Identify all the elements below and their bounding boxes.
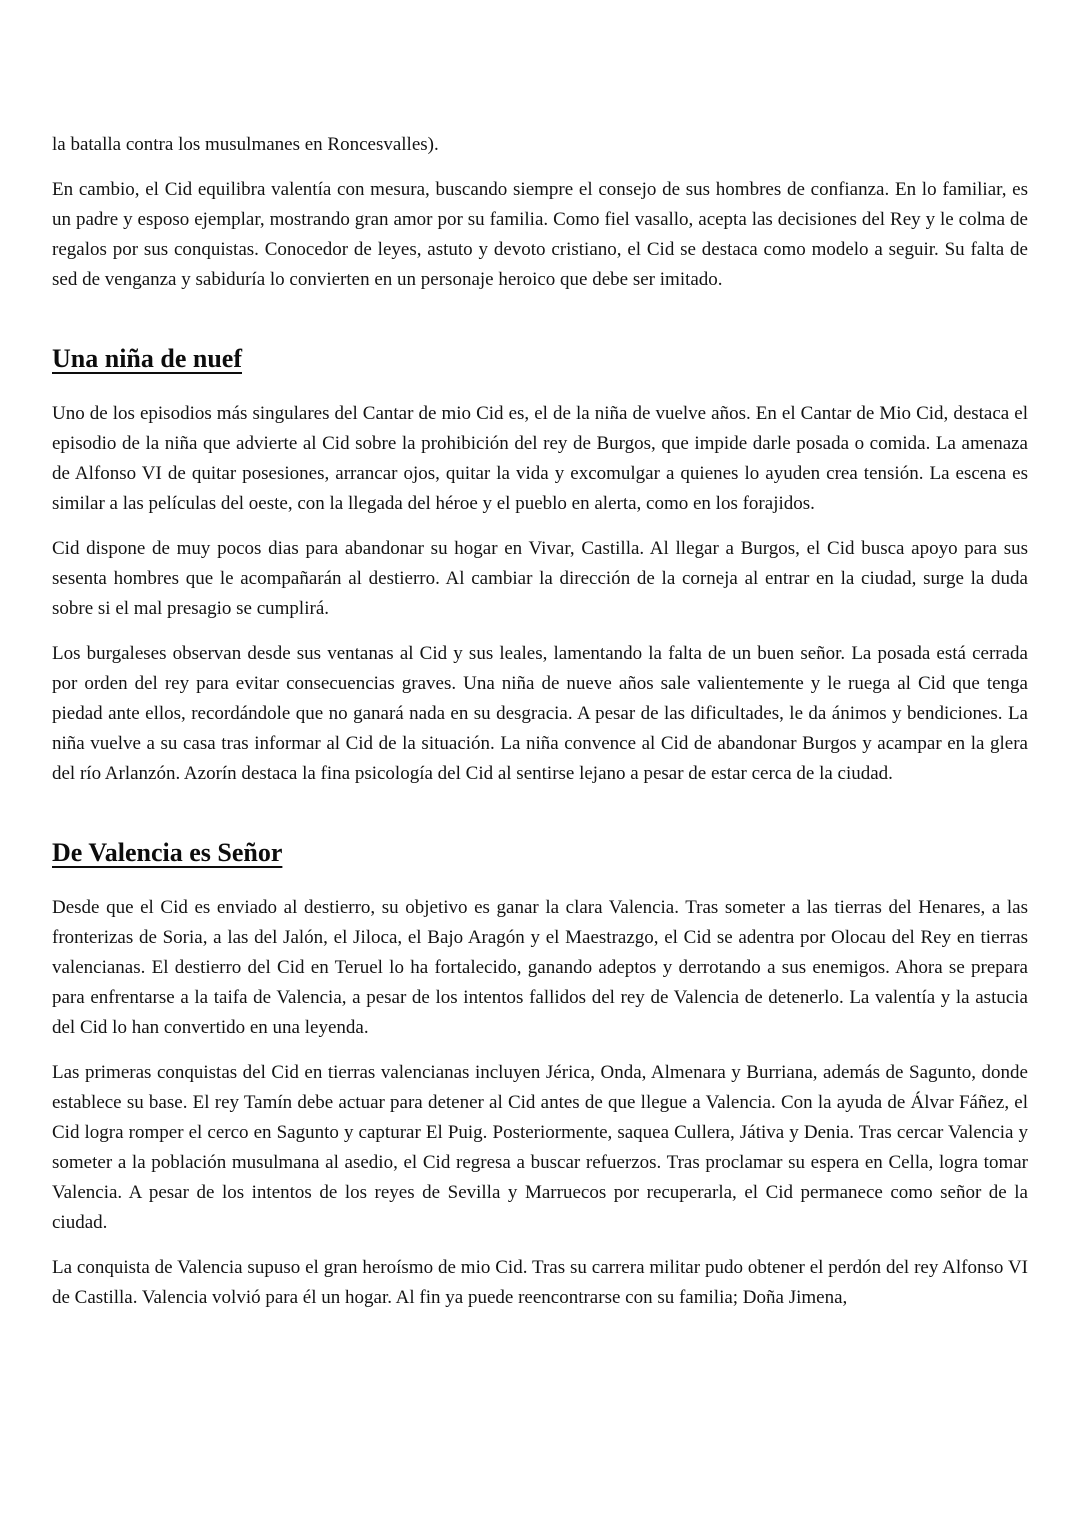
section-heading-de-valencia-es-senor: De Valencia es Señor	[52, 838, 283, 867]
paragraph-episodio-nina: Uno de los episodios más singulares del Cantar de mio Cid es, el de la niña de vuelve años. En el Cantar de Mio Cid, destaca el episodio de la niña que advierte al Cid sobre la prohibición del rey de Burgos, que impide darle posada o comida. La amenaza de Alfonso VI de quitar posesiones, arrancar ojos, quitar la vida y excomulgar a quienes lo ayuden crea tensión. La escena es similar a las películas del oeste, con la llegada del héroe y el pueblo en alerta, como en los forajidos.	[52, 403, 1028, 514]
paragraph-conquista-valencia: La conquista de Valencia supuso el gran heroísmo de mio Cid. Tras su carrera militar pudo obtener el perdón del rey Alfonso VI de Castilla. Valencia volvió para él un hogar. Al fin ya puede reencontrarse con su familia; Doña Jimena,	[52, 1257, 1028, 1308]
paragraph-burgaleses: Los burgaleses observan desde sus ventanas al Cid y sus leales, lamentando la falta de un buen señor. La posada está cerrada por orden del rey para evitar consecuencias graves. Una niña de nueve años sale valientemente y le ruega al Cid que tenga piedad ante ellos, recordándole que no ganará nada en su desgracia. A pesar de las dificultades, le da ánimos y bendiciones. La niña vuelve a su casa tras informar al Cid de la situación. La niña convence al Cid de abandonar Burgos y acampar en la glera del río Arlanzón. Azorín destaca la fina psicología del Cid al sentirse lejano a pesar de estar cerca de la ciudad.	[52, 643, 1028, 784]
paragraph-destierro-valencia: Desde que el Cid es enviado al destierro, su objetivo es ganar la clara Valencia. Tras someter a las tierras del Henares, a las fronterizas de Soria, a las del Jalón, el Jiloca, el Bajo Aragón y el Maestrazgo, el Cid se adentra por Olocau del Rey en tierras valencianas. El destierro del Cid en Teruel lo ha fortalecido, ganando adeptos y derrotando a sus enemigos. Ahora se prepara para enfrentarse a la taifa de Valencia, a pesar de los intentos fallidos del rey de Valencia de detenerlo. La valentía y la astucia del Cid lo han convertido en una leyenda.	[52, 897, 1028, 1038]
paragraph-conquistas-valencianas: Las primeras conquistas del Cid en tierras valencianas incluyen Jérica, Onda, Almenara y Burriana, además de Sagunto, donde establece su base. El rey Tamín debe actuar para detener al Cid antes de que llegue a Valencia. Con la ayuda de Álvar Fáñez, el Cid logra romper el cerco en Sagunto y capturar El Puig. Posteriormente, saquea Cullera, Játiva y Denia. Tras cercar Valencia y someter a la población musulmana al asedio, el Cid regresa a buscar refuerzos. Tras proclamar su espera en Cella, logra tomar Valencia. A pesar de los intentos de los reyes de Sevilla y Marruecos por recuperarla, el Cid permanece como señor de la ciudad.	[52, 1062, 1028, 1233]
paragraph-cid-dispone: Cid dispone de muy pocos dias para abandonar su hogar en Vivar, Castilla. Al llegar a Burgos, el Cid busca apoyo para sus sesenta hombres que le acompañarán al destierro. Al cambiar la dirección de la corneja al entrar en la ciudad, surge la duda sobre si el mal presagio se cumplirá.	[52, 538, 1028, 619]
paragraph-cid-virtues: En cambio, el Cid equilibra valentía con mesura, buscando siempre el consejo de sus hombres de confianza. En lo familiar, es un padre y esposo ejemplar, mostrando gran amor por su familia. Como fiel vasallo, acepta las decisiones del Rey y le colma de regalos por sus conquistas. Conocedor de leyes, astuto y devoto cristiano, el Cid se destaca como modelo a seguir. Su falta de sed de venganza y sabiduría lo convierten en un personaje heroico que debe ser imitado.	[52, 179, 1028, 290]
section-heading-una-nina-de-nuef: Una niña de nuef	[52, 344, 242, 373]
paragraph-continuation: la batalla contra los musulmanes en Roncesvalles).	[52, 134, 439, 155]
